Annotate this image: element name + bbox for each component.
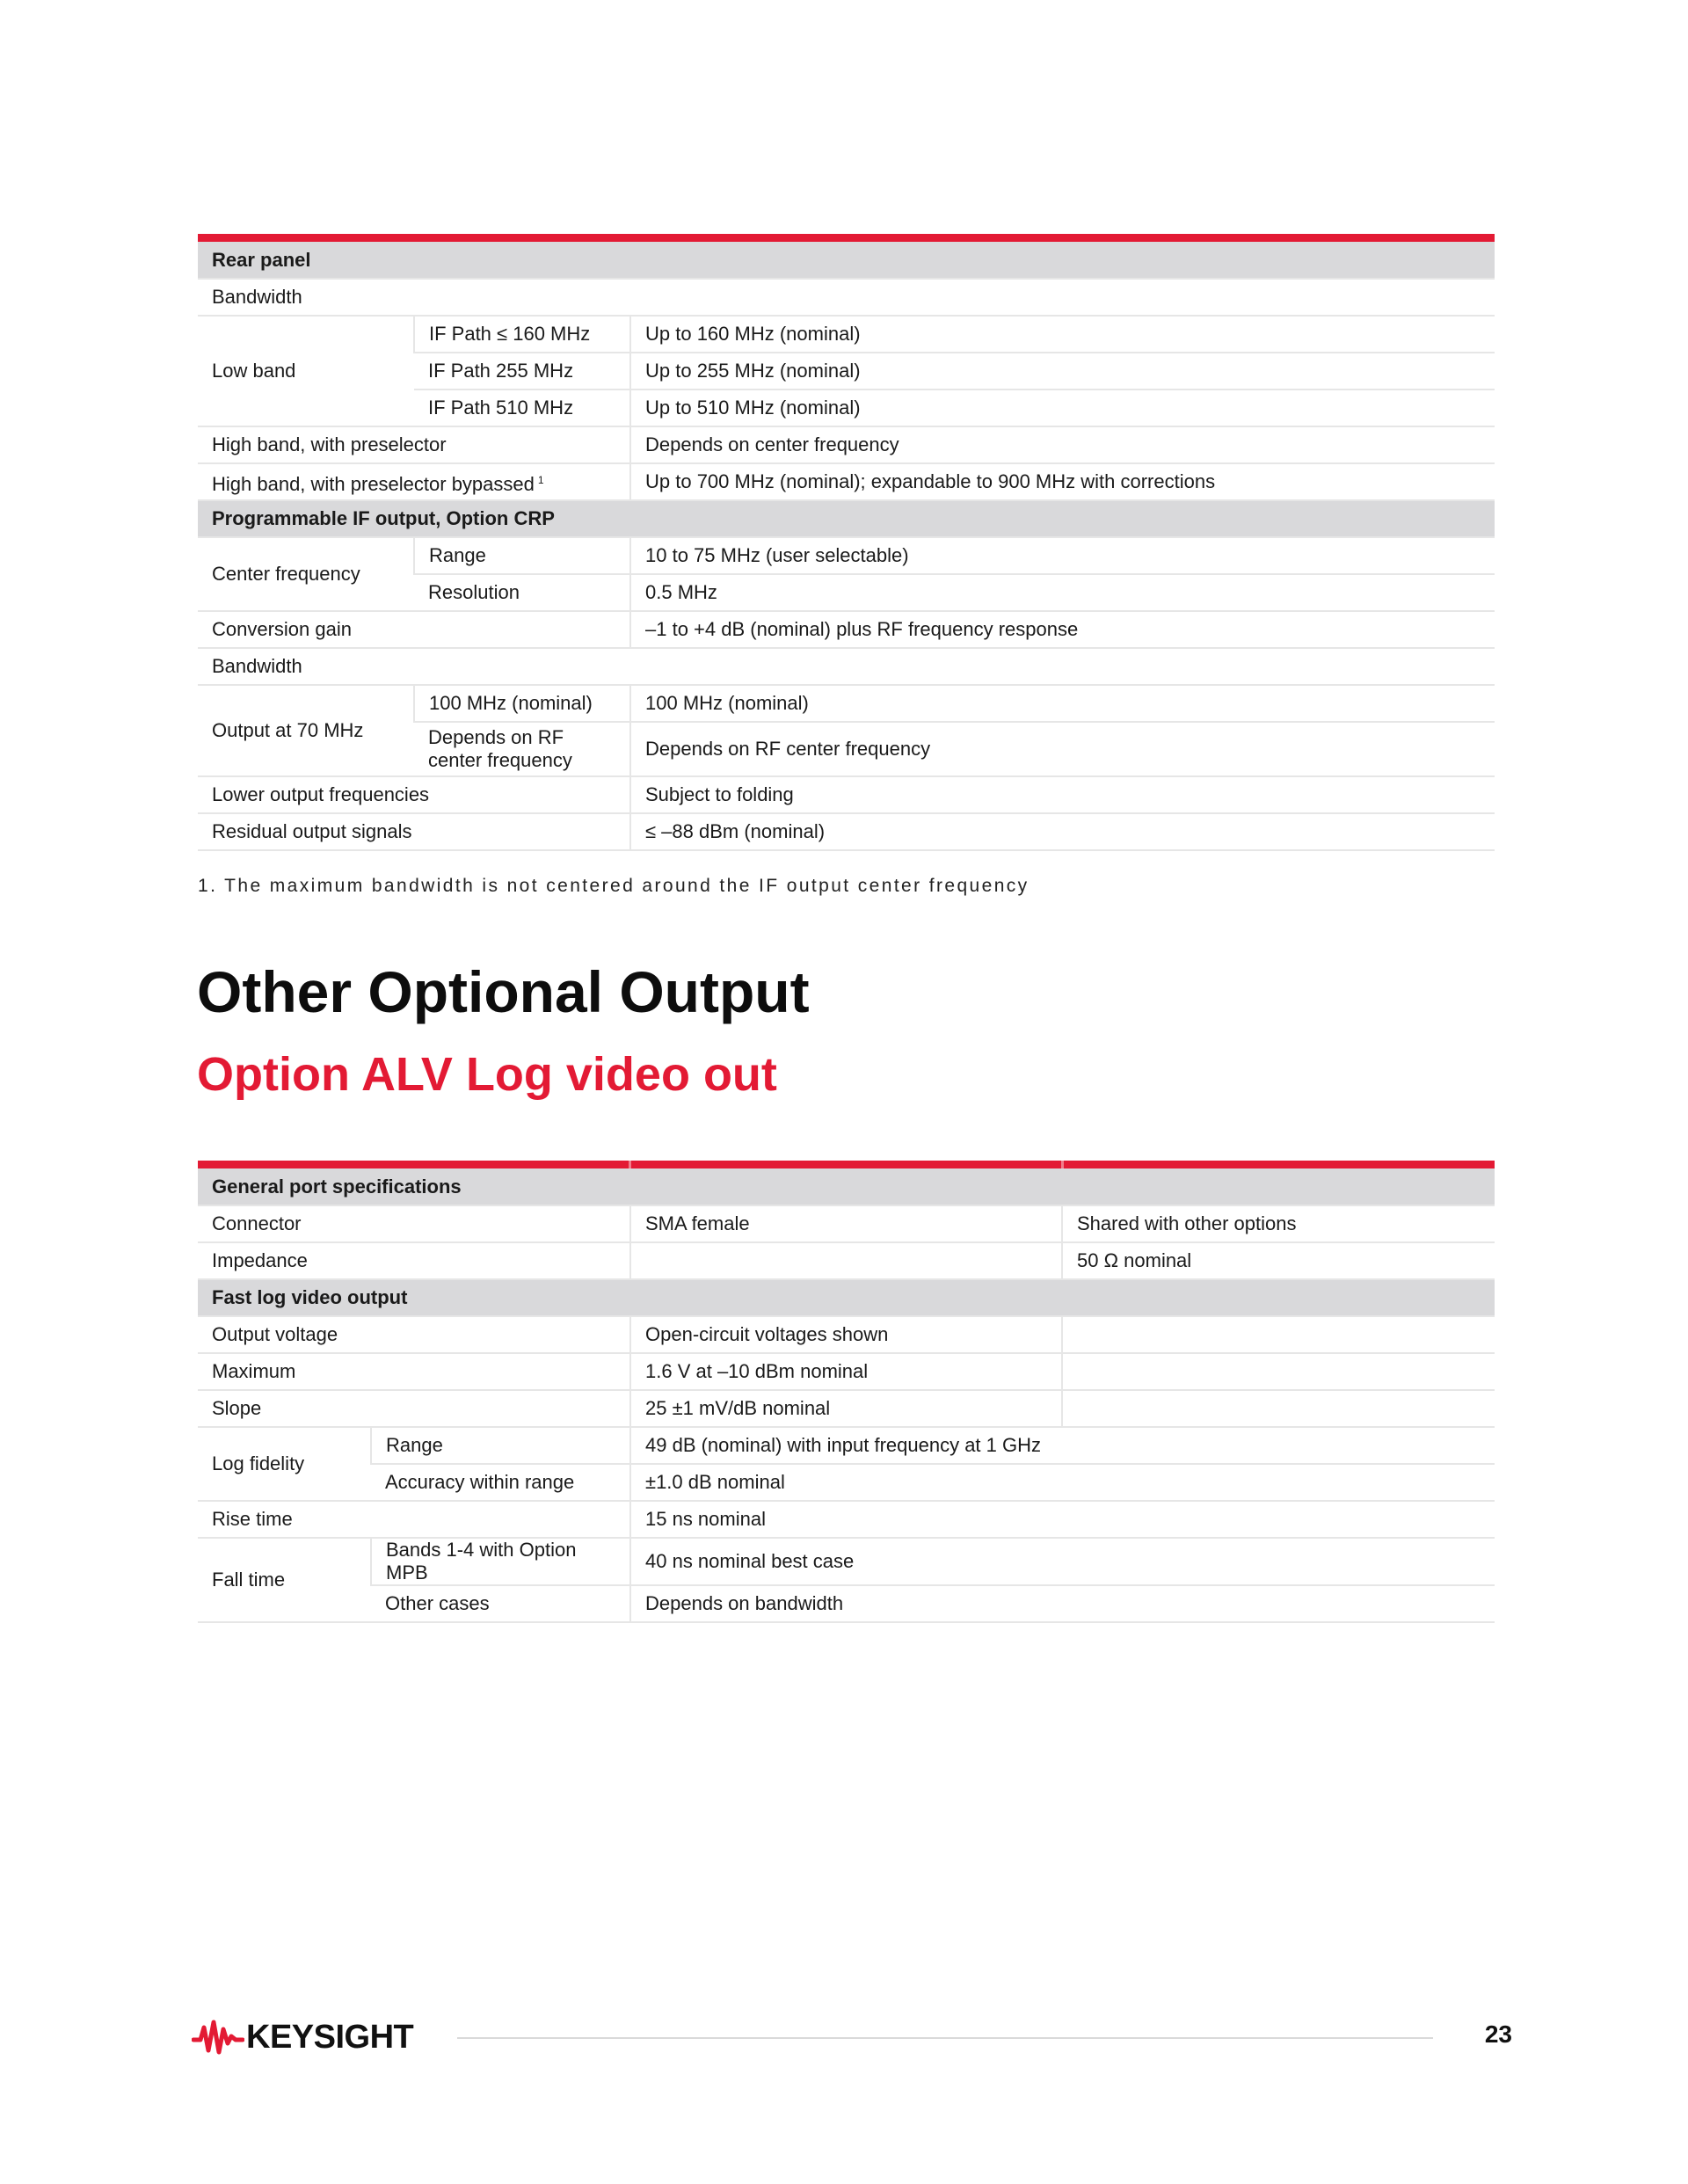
table-row [198,1501,1495,1538]
row-value: 25 ±1 mV/dB nominal [630,1390,1062,1427]
row-label: High band, with preselector [198,426,630,463]
row-label: Low band [198,316,414,426]
row-label: Bandwidth [198,648,1495,685]
section-header-row [198,242,1495,279]
column-divider-mark [629,1161,631,1168]
row-sublabel: Other cases [371,1585,630,1622]
row-sublabel: Range [371,1427,630,1464]
table-top-accent-bar [198,1161,1495,1168]
row-label: Maximum [198,1353,630,1390]
footnote-ref: 1 [537,473,544,486]
row-sublabel: Resolution [414,574,630,611]
table-row [198,316,1495,353]
row-label: Rise time [198,1501,630,1538]
row-sublabel: 100 MHz (nominal) [414,685,630,722]
row-sublabel: IF Path ≤ 160 MHz [414,316,630,353]
section-title: Rear panel [198,242,1495,279]
row-value: Subject to folding [630,776,1495,813]
table-row [198,426,1495,463]
row-value: 1.6 V at –10 dBm nominal [630,1353,1062,1390]
table-row [198,813,1495,850]
row-label: Residual output signals [198,813,630,850]
table-row [198,1538,1495,1585]
row-label: Bandwidth [198,279,1495,316]
row-value: –1 to +4 dB (nominal) plus RF frequency response [630,611,1495,648]
table-row [198,537,1495,574]
section-title: General port specifications [198,1168,1495,1205]
rear-panel-spec-table [198,242,1495,851]
row-value: 49 dB (nominal) with input frequency at 1 GHz [630,1427,1495,1464]
section-header-row [198,1279,1495,1316]
row-sublabel: IF Path 510 MHz [414,389,630,426]
row-label: Center frequency [198,537,414,611]
footnote: 1. The maximum bandwidth is not centered around the IF output center frequency [198,876,1030,896]
row-value [630,1242,1062,1279]
page-number: 23 [1484,2020,1512,2048]
row-note: Shared with other options [1062,1205,1495,1242]
table-row [198,279,1495,316]
row-note [1062,1353,1495,1390]
row-value: Depends on center frequency [630,426,1495,463]
row-label: Conversion gain [198,611,630,648]
row-sublabel: IF Path 255 MHz [414,353,630,389]
table-row [198,1390,1495,1427]
table-row [198,1427,1495,1464]
row-label: Slope [198,1390,630,1427]
table-row [198,685,1495,722]
brand-name: KEYSIGHT [246,2018,414,2056]
row-value: Open-circuit voltages shown [630,1316,1062,1353]
page-subheading: Option ALV Log video out [197,1048,777,1101]
table-row [198,1205,1495,1242]
row-value: 15 ns nominal [630,1501,1495,1538]
footer-divider [457,2037,1433,2039]
row-sublabel: Range [414,537,630,574]
row-label: Output voltage [198,1316,630,1353]
row-value: Up to 700 MHz (nominal); expandable to 900 MHz with corrections [630,463,1495,500]
row-label: Impedance [198,1242,630,1279]
row-sublabel: Depends on RF center frequency [414,722,630,776]
row-label: Fall time [198,1538,371,1622]
row-value: 40 ns nominal best case [630,1538,1495,1585]
row-note [1062,1390,1495,1427]
table-row [198,1353,1495,1390]
section-header-row [198,1168,1495,1205]
table-row [198,611,1495,648]
log-video-spec-table [198,1168,1495,1623]
keysight-wave-icon [192,2017,244,2057]
table-top-accent-bar [198,234,1495,242]
column-divider-mark [1061,1161,1064,1168]
page-heading: Other Optional Output [197,959,810,1024]
table-row [198,1242,1495,1279]
row-label: Log fidelity [198,1427,371,1501]
row-label: Output at 70 MHz [198,685,414,776]
table-row [198,648,1495,685]
row-sublabel: Bands 1-4 with Option MPB [371,1538,630,1585]
section-title: Fast log video output [198,1279,1495,1316]
row-value: ±1.0 dB nominal [630,1464,1495,1501]
table-row [198,1464,1495,1501]
row-note [1062,1316,1495,1353]
row-label [198,463,630,500]
row-note: 50 Ω nominal [1062,1242,1495,1279]
row-value: Depends on bandwidth [630,1585,1495,1622]
row-sublabel: Accuracy within range [371,1464,630,1501]
row-value: Up to 255 MHz (nominal) [630,353,1495,389]
row-label: Lower output frequencies [198,776,630,813]
row-label-text: High band, with preselector bypassed [212,472,535,495]
row-value: Up to 160 MHz (nominal) [630,316,1495,353]
row-value: Up to 510 MHz (nominal) [630,389,1495,426]
row-value: ≤ –88 dBm (nominal) [630,813,1495,850]
table-row [198,1585,1495,1622]
section-header-row [198,500,1495,537]
section-title: Programmable IF output, Option CRP [198,500,1495,537]
row-label: Connector [198,1205,630,1242]
table-row [198,1316,1495,1353]
keysight-logo [192,2017,413,2057]
row-value: 10 to 75 MHz (user selectable) [630,537,1495,574]
table-row [198,776,1495,813]
row-value: 100 MHz (nominal) [630,685,1495,722]
row-value: Depends on RF center frequency [630,722,1495,776]
row-value: SMA female [630,1205,1062,1242]
table-row [198,463,1495,500]
row-value: 0.5 MHz [630,574,1495,611]
